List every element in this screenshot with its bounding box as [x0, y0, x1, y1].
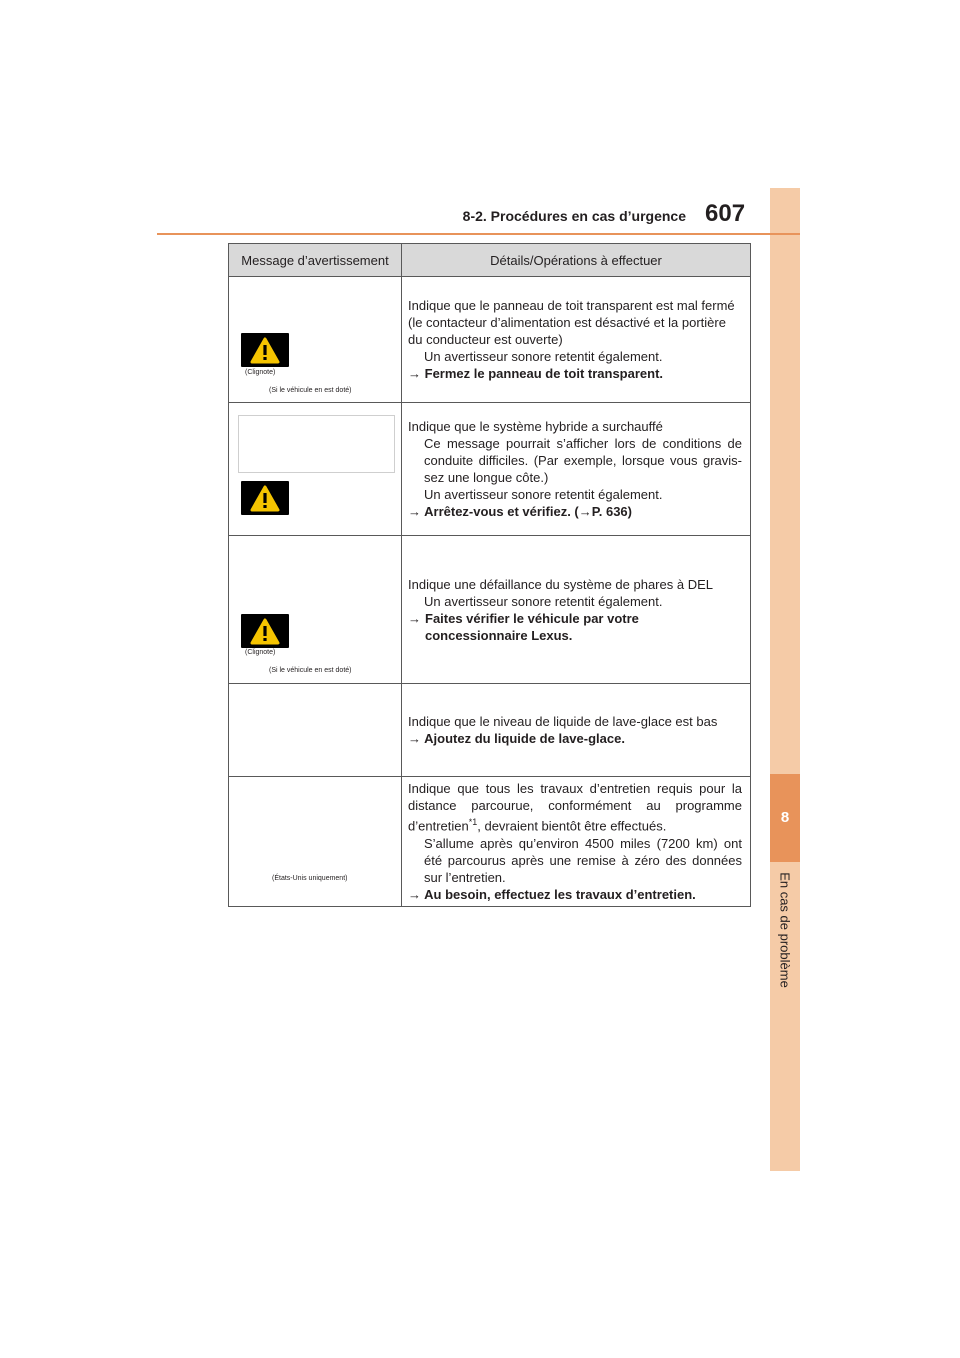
detail-text-part: Indique que tous les travaux d’entretien requis pour la distance parcourue, conformément au programme d’entretien	[408, 781, 742, 834]
warning-message-cell	[229, 536, 402, 684]
chapter-label: En cas de problème	[777, 872, 793, 988]
detail-text: Indique une défaillance du système de phares à DEL	[408, 576, 713, 592]
section-title: 8-2. Procédures en cas d’urgence	[462, 208, 686, 224]
region-note: (États-Unis uniquement)	[272, 875, 348, 882]
detail-subtext: Un avertisseur sonore retentit également.	[424, 593, 663, 609]
arrow-icon: →	[408, 366, 421, 381]
action-text: Fermez le panneau de toit transparent.	[424, 366, 664, 381]
header-rule	[157, 233, 800, 235]
warning-triangle-icon	[241, 481, 289, 515]
action-line	[408, 886, 742, 903]
warning-message-cell	[229, 403, 402, 536]
arrow-icon: →	[408, 731, 421, 746]
table-header-row	[229, 244, 751, 277]
detail-text	[408, 780, 742, 834]
details-cell	[402, 277, 751, 403]
warning-message-cell	[229, 777, 402, 907]
chapter-side-tab	[770, 188, 800, 1171]
page-reference-link[interactable]: P. 636)	[591, 504, 632, 519]
detail-text-part: , devraient bientôt être effectués.	[477, 818, 667, 834]
action-text: Faites vérifier le véhicule par votre concessionnaire Lexus.	[425, 610, 639, 643]
warning-message-cell	[229, 277, 402, 403]
warning-triangle-icon	[241, 614, 289, 648]
arrow-icon: →	[408, 504, 421, 519]
table-row	[229, 277, 751, 403]
action-line	[408, 365, 742, 382]
arrow-icon: →	[578, 504, 592, 519]
arrow-icon: →	[408, 886, 421, 902]
column-header-details: Détails/Opérations à effectuer	[402, 244, 751, 277]
details-cell	[402, 536, 751, 684]
display-screen-image	[238, 415, 395, 473]
detail-subtext: Un avertisseur sonore retentit également.	[424, 349, 663, 364]
detail-text: Indique que le niveau de liquide de lave-glace est bas	[408, 714, 718, 729]
action-text: Ajoutez du liquide de lave-glace.	[424, 731, 625, 746]
detail-subtext: S’allume après qu’environ 4500 miles (7200 km) ont été parcourus après une remise à zéro des données sur l’entretien.	[424, 835, 742, 885]
column-header-message: Message d’avertissement	[229, 244, 402, 277]
table-row	[229, 536, 751, 684]
details-cell	[402, 777, 751, 907]
page-number: 607	[705, 200, 746, 227]
details-cell	[402, 403, 751, 536]
flashing-note: (Clignote)	[245, 649, 276, 656]
action-text: Arrêtez-vous et vérifiez. (	[424, 504, 579, 519]
equipped-note: (Si le véhicule en est doté)	[269, 667, 352, 674]
detail-subtext: Un avertisseur sonore retentit également.	[424, 487, 663, 502]
table-row	[229, 777, 751, 907]
action-line	[408, 730, 742, 747]
equipped-note: (Si le véhicule en est doté)	[269, 387, 352, 394]
arrow-icon: →	[408, 610, 421, 626]
action-line	[408, 503, 742, 520]
detail-text: Indique que le panneau de toit transparent est mal fermé (le contacteur d’alimentation est désactivé et la portière du conducteur est ouverte)	[408, 298, 735, 347]
action-text: Au besoin, effectuez les travaux d’entretien.	[424, 886, 696, 902]
warning-triangle-icon	[241, 333, 289, 367]
warning-message-cell	[229, 684, 402, 777]
detail-text: Indique que le système hybride a surchauffé	[408, 419, 663, 434]
details-cell	[402, 684, 751, 777]
chapter-number-tab[interactable]: 8	[770, 774, 800, 862]
warning-messages-table	[228, 243, 751, 907]
table-row	[229, 403, 751, 536]
table-row	[229, 684, 751, 777]
footnote-marker: *1	[468, 817, 478, 828]
detail-subtext: Ce message pourrait s’afficher lors de conditions de conduite difficiles. (Par exemple, lorsque vous gravis-sez une longue côte.)	[424, 436, 742, 485]
flashing-note: (Clignote)	[245, 369, 276, 376]
action-line	[408, 610, 742, 644]
